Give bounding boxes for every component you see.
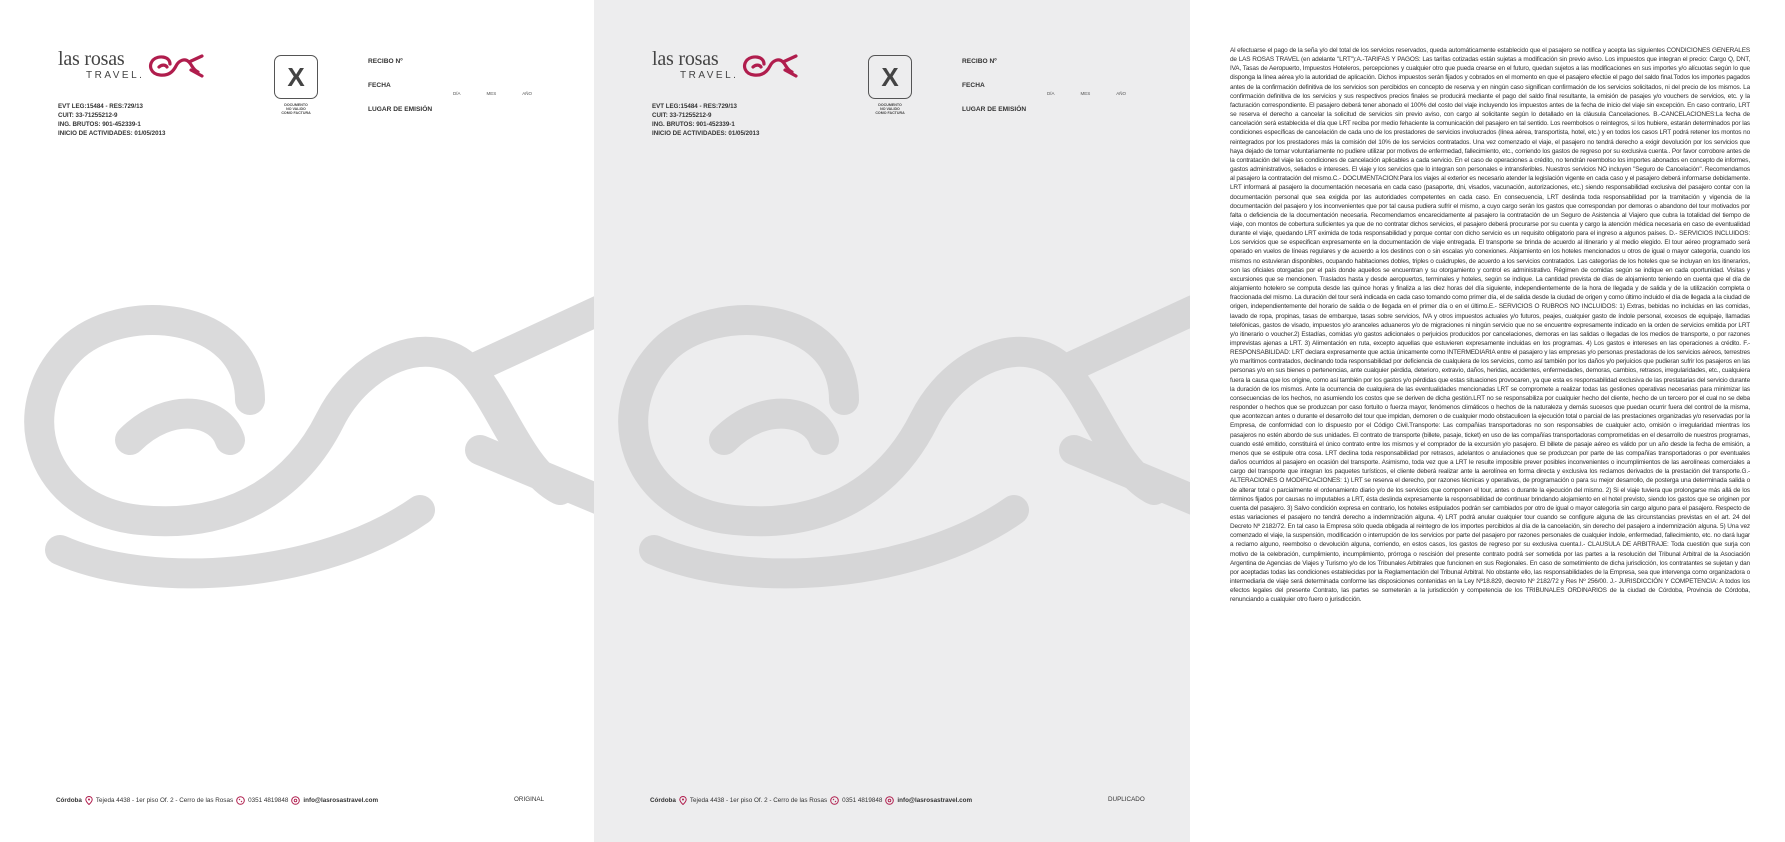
footer-city: Córdoba (56, 797, 82, 804)
year-label: AÑO (1116, 91, 1127, 96)
footer-address: Tejeda 4438 - 1er piso Of. 2 - Cerro de las Rosas (689, 797, 828, 804)
month-label: MES (486, 91, 497, 96)
brand-sub: TRAVEL. (680, 70, 739, 81)
month-label: MES (1080, 91, 1091, 96)
footer-email[interactable]: info@lasrosastravel.com (897, 797, 973, 804)
company-line: INICIO DE ACTIVIDADES: 01/05/2013 (652, 130, 760, 137)
company-line: ING. BRUTOS: 901-452339-1 (58, 121, 141, 128)
phone-icon (236, 796, 245, 805)
terms-panel (1190, 0, 1785, 842)
receipt-number-label: RECIBO Nº (368, 58, 403, 65)
watermark-logo-icon (0, 250, 594, 610)
document-type-box (868, 55, 912, 99)
terms-and-conditions-text: Al efectuarse el pago de la seña y/o del total de los servicios reservados, queda automáticamente establecido que el pasajero se notifica y acepta las siguientes CONDICIONES GENERALES de LAS ROSAS TRAVEL (en adelante "LRT"):A.-TARIFAS Y PAGOS: Las tarifas cotizadas están sujetas a modificación sin previo aviso. Los impuestos que integran el precio: Cargo Q, DNT, IVA, Tasas de Aeropuerto, Impuestos Hoteleros, percepciones y cualquier otro que pueda crearse en el futuro, quedan sujetos a las modificaciones en sus importes y/o alícuotas según lo que disponga la línea aérea y/o la autoridad de aplicación. Dichos impuestos serán fijados y cobrados en el momento en que el pasajero efectúe el pago del saldo final.Todos los importes pagados antes de la confirmación definitiva de los servicios son percibidos en concepto de reserva y en ningún caso significan confirmación de los servicios solicitados, ni del precio de los mismos. La confirmación definitiva de los servicios y sus respectivos precios finales se producirá mediante el pago del saldo final resultante, la emisión de pasajes y/o vouchers de servicios, etc. y la facturación correspondiente. El pasajero deberá tener abonado el 100% del costo del viaje incluyendo los impuestos antes de la fecha de inicio del viaje sin excepción. En caso contrario, LRT se reserva el derecho a cancelar la solicitud de servicios sin previo aviso, con cargo al solicitante según lo detallado en la cláusula Cancelaciones. B.-CANCELACIONES:La fecha de cancelación será establecida el día que LRT reciba por medio fehaciente la comunicación del pasajero en tal sentido. Los reembolsos o reintegros, si los hubiere, estarán determinados por las condiciones específicas de cancelación de cada uno de los prestadores de servicios involucrados (línea aérea, transportista, hotel, etc.) y en todos los casos LRT podrá retener los montos no reintegrados por los prestadores más la comisión del 10% de los servicios contratados. Una vez comenzado el viaje, el pasajero no tendrá derecho a exigir devolución por los servicios que haya dejado de tomar voluntariamente no pudiere utilizar por motivos de enfermedad, fallecimiento, etc., corriendo los gastos de regreso por su exclusiva cuenta.. Por favor corrobore antes de la contratación del viaje las condiciones de cancelación aplicables a cada servicio. En el caso de operaciones a crédito, no tendrán reembolso los importes abonados en concepto de informes, gastos administrativos, sellados e intereses. El viaje y los servicios que lo integran son personales e intransferibles. Nuestros servicios NO incluyen "Seguro de Cancelación". Recomendamos al pasajero la contratación del mismo.C.- DOCUMENTACION:Para los viajes al exterior es necesario atender la legislación vigente en cada caso y el pasajero deberá informarse debidamente. LRT informará al pasajero la documentación necesaria en cada caso (pasaporte, dni, visados, vacunación, autorizaciones, etc.) siendo responsabilidad exclusiva del pasajero contar con la documentación personal que sea exigida por las autoridades competentes en cada caso. En consecuencia, LRT deslinda toda responsabilidad por la tramitación y vigencia de la documentación del pasajero y los inconvenientes que por tal causa pudiera sufrir el mismo, a cuyo cargo serán los gastos que correspondan por demoras o abandono del tour motivados por falta o deficiencia de la documentación necesaria. Recomendamos encarecidamente al pasajero la contratación de un Seguro de Asistencia al Viajero que cubra la totalidad del tiempo de viaje, con montos de cobertura suficientes ya que de no contratar dichos servicios, el pasajero deberá procurarse por su cuenta y cargo la atención médica necesaria en caso de eventualidad durante el viaje, quedando LRT eximida de toda responsabilidad y porque contar con dicho servicio es un requisito obligatorio para el ingreso a algunos países. D.- SERVICIOS INCLUIDOS: Los servicios que se especifican expresamente en la documentación de viaje entregada. El transporte se brinda de acuerdo al itinerario y al medio elegido. El tour aéreo programado será operado en vuelos de líneas regulares y de acuerdo a los destinos con o sin escalas y/o conexiones. Alojamiento en los hoteles mencionados u otros de igual o mayor categoría, cuando los mismos no estuvieran disponibles, ocupando habitaciones dobles, triples o cuádruples, de acuerdo a los servicios contratados. Las categorías de los hoteles que se incluyan en los itinerarios, son las oficiales otorgadas por el país donde aquellos se encuentran y su otorgamiento y control es administrativo. Régimen de comidas según se indique en cada oportunidad. Visitas y excursiones que se mencionen. Traslados hasta y desde aeropuertos, terminales y hoteles, según se indique. La cantidad prevista de días de alojamiento teniendo en cuenta que el día de alojamiento hotelero se computa desde las quince horas y finaliza a las diez horas del día siguiente, independientemente de la hora de llegada y de salida y de la utilización completa o fraccionada del mismo. La duración del tour será indicada en cada caso tomando como primer día, el de salida desde la ciudad de origen y como último incluido el día de llegada a la ciudad de origen, independientemente del horario de salida o de llegada en el primer día o en el último.E.- SERVICIOS O RUBROS NO INCLUIDOS: 1) Extras, bebidas no incluidas en las comidas, lavado de ropa, propinas, tasas de embarque, tasas sobre servicios, IVA y otros impuestos actuales y/o futuros, peajes, cualquier gasto de índole personal, excesos de equipaje, llamadas telefónicas, gastos de visado, impuestos y/o aranceles aduaneros y/o de migraciones ni ningún servicio que no se encuentre expresamente indicado en la orden de servicios emitida por LRT y/o itinerario o voucher.2) Estadías, comidas y/o gastos adicionales o perjuicios producidos por cancelaciones, demoras en las salidas o llegadas de los medios de transporte, o por razones imprevistas ajenas a LRT. 3) Alimentación en ruta, excepto aquellas que estuvieren expresamente incluidas en los programas. 4) Los gastos e intereses en las operaciones a crédito. F.-RESPONSABILIDAD: LRT declara expresamente que actúa únicamente como INTERMEDIARIA entre el pasajero y las empresas y/o personas prestadoras de los servicios aéreos, terrestres y/o marítimos contratados, declinando toda responsabilidad por deficiencia de cualquiera de los servicios, como así también por los daños y/o perjuicios que pudieran sufrir los pasajeros en las personas y/o en sus bienes o pertenencias, ante cualquier pérdida, deterioro, extravío, daños, heridas, accidentes, enfermedades, demoras, cambios, retrasos, irregularidades, etc., cualquiera fuera la causa que los origine, como así también por los gastos y/o pérdidas que estas situaciones provocaren, ya que esta es responsabilidad exclusiva de las prestatarias del servicio durante la duración de los mismos. Ante la ocurrencia de cualquiera de las eventualidades mencionadas LRT se compromete a realizar todas las gestiones operativas necesarias para minimizar las consecuencias de los hechos, no asumiendo los costos que se deriven de dicha gestión.LRT no se responsabiliza por cualquier hecho del cliente, hecho de un tercero por el cual no se deba responder o hechos que se produzcan por caso fortuito o fuerza mayor, fenómenos climáticos o hechos de la naturaleza y demás sucesos que puedan ocurrir fuera del control de la misma, que acontezcan antes o durante el desarrollo del tour que impidan, demoren o de cualquier modo obstaculicen la ejecución total o parcial de las prestaciones organizadas y/o reservadas por la Empresa, de conformidad con lo dispuesto por el Código Civil.Transporte: Las compañías transportadoras no son responsables de cualquier acto, omisión o irregularidad mientras los pasajeros no estén abordo de sus unidades. El contrato de transporte (billete, pasaje, ticket) en uso de las compañías transportadoras comprometidas en el desarrollo de nuestros programas, cuando esté emitido, constituirá el único contrato entre los mismos y el comprador de la excursión y/o pasajero. El billete de pasaje aéreo es válido por un año desde la fecha de emisión, a menos que se estipule otra cosa. LRT declina toda responsabilidad por retrasos, adelantos o anulaciones que se produzcan por parte de las compañías transportadoras o por eventuales daños ocurridos al pasajero en ocasión del transporte. Asimismo, toda vez que a LRT le resulte imposible prever posibles inconvenientes o incumplimientos de las aerolíneas comerciales a cargo del transporte que integran los paquetes turísticos, el cliente deberá realizar ante la aerolínea en forma directa y exclusiva los reclamos derivados de la prestación del transporte.G.- ALTERACIONES O MODIFICACIONES: 1) LRT se reserva el derecho, por razones técnicas y operativas, de programación o para su mejor desarrollo, de posterga una determinada salida o de alterar total o parcialmente el ordenamiento diario y/o de los servicios que componen el tour, antes o durante la ejecución del mismo. 2) Si el viaje tuviera que prolongarse más allá de los términos fijados por causas no imputables a LRT, ésta deslinda expresamente la responsabilidad de continuar brindando alojamiento en el hotel previsto, siendo los gastos que se originen por cuenta del pasajero. 3) Salvo condición expresa en contrario, los hoteles estipulados podrán ser cambiados por otro de igual o mayor categoría sin cargo alguno para el pasajero. Respecto de estas variaciones el pasajero no tendrá derecho a indemnización alguna. 4) LRT podrá anular cualquier tour cuando se configure alguna de las circunstancias previstas en el art. 24 del Decreto Nº 2182/72. En tal caso la Empresa sólo queda obligada al reintegro de los importes percibidos al día de la cancelación, sin derecho del pasajero a indemnización alguna. 5) Una vez comenzado el viaje, la suspensión, modificación o interrupción de los servicios por parte del pasajero por razones personales de cualquier índole, enfermedad, fallecimiento, etc. no dará lugar a reclamo alguno, reembolso o devolución alguna, corriendo, en estos casos, los gastos de regreso por su exclusiva cuenta.I.- CLAUSULA DE ARBITRAJE: Toda cuestión que surja con motivo de la celebración, cumplimiento, incumplimiento, prórroga o rescisión del presente contrato podrá ser sometida por las partes a la resolución del Tribunal Arbitral de la Asociación Argentina de Agencias de Viajes y Turismo y/o de los Tribunales Arbitrales que funcionen en sus Regionales. En caso de sometimiento de dicha jurisdicción, los contratantes se sujetan y dan por aceptadas todas las condiciones establecidas por la Reglamentación del Tribunal Arbitral. No obstante ello, las responsabilidades de la Empresa, sea que intervenga como organizadora o intermediaria de viaje será determinada conforme las disposiciones contenidas en la Ley Nº18.829, decreto Nº 2182/72 y Res Nº 256/00. J.- JURISDICCIÓN Y COMPETENCIA: A todos los efectos legales del presente Contrato, las partes se someterán a la jurisdicción y competencia de los TRIBUNALES ORDINARIOS de la ciudad de Córdoba, Provincia de Córdoba, renunciando a cualquier otro fuero o jurisdicción. (1230, 47, 1750, 604)
location-pin-icon (85, 796, 93, 805)
note-line: DOCUMENTO (878, 103, 902, 107)
brand-name: las rosas (58, 48, 125, 70)
document-type-x: X (287, 62, 305, 92)
receipt-place-label: LUGAR DE EMISIÓN (962, 106, 1027, 113)
footer-contact (650, 796, 972, 805)
receipt-number-label: RECIBO Nº (962, 58, 997, 65)
company-line: ING. BRUTOS: 901-452339-1 (652, 121, 735, 128)
fish-logo-icon (742, 52, 798, 82)
watermark-logo-icon (594, 250, 1190, 610)
footer-address: Tejeda 4438 - 1er piso Of. 2 - Cerro de las Rosas (95, 797, 234, 804)
company-info (58, 102, 165, 138)
footer-email[interactable]: info@lasrosastravel.com (303, 797, 379, 804)
receipt-place-label: LUGAR DE EMISIÓN (368, 106, 433, 113)
note-line: COMO FACTURA (875, 111, 905, 116)
note-line: COMO FACTURA (281, 111, 311, 116)
location-pin-icon (679, 796, 687, 805)
footer-contact (56, 796, 378, 805)
copy-label-duplicate: DUPLICADO (1108, 796, 1145, 803)
receipt-date-label: FECHA (962, 82, 985, 89)
brand-name: las rosas (652, 48, 719, 70)
company-info (652, 102, 759, 138)
document-type-x: X (881, 62, 899, 92)
footer-phone: 0351 4819848 (842, 797, 883, 804)
company-line: CUIT: 33-71255212-9 (58, 112, 118, 119)
company-line: EVT LEG:15484 - RES:729/13 (58, 103, 143, 110)
day-label: DÍA (453, 91, 461, 96)
date-parts (1047, 91, 1126, 96)
receipt-original-panel (0, 0, 594, 842)
note-line: NO VALIDO (286, 107, 306, 112)
phone-icon (830, 796, 839, 805)
brand-sub: TRAVEL. (86, 70, 145, 81)
receipt-date-label: FECHA (368, 82, 391, 89)
footer-city: Córdoba (650, 797, 676, 804)
note-line: DOCUMENTO (284, 103, 308, 107)
document-type-note (868, 103, 912, 116)
copy-label-original: ORIGINAL (514, 796, 545, 803)
company-line: CUIT: 33-71255212-9 (652, 112, 712, 119)
year-label: AÑO (522, 91, 533, 96)
fish-logo-icon (148, 52, 204, 82)
day-label: DÍA (1047, 91, 1055, 96)
document-type-note (274, 103, 318, 116)
receipt-duplicate-panel (594, 0, 1190, 842)
date-parts (453, 91, 532, 96)
email-icon (291, 796, 300, 805)
document-type-box (274, 55, 318, 99)
note-line: NO VALIDO (880, 107, 900, 112)
company-line: INICIO DE ACTIVIDADES: 01/05/2013 (58, 130, 166, 137)
email-icon (885, 796, 894, 805)
footer-phone: 0351 4819848 (248, 797, 289, 804)
company-line: EVT LEG:15484 - RES:729/13 (652, 103, 737, 110)
